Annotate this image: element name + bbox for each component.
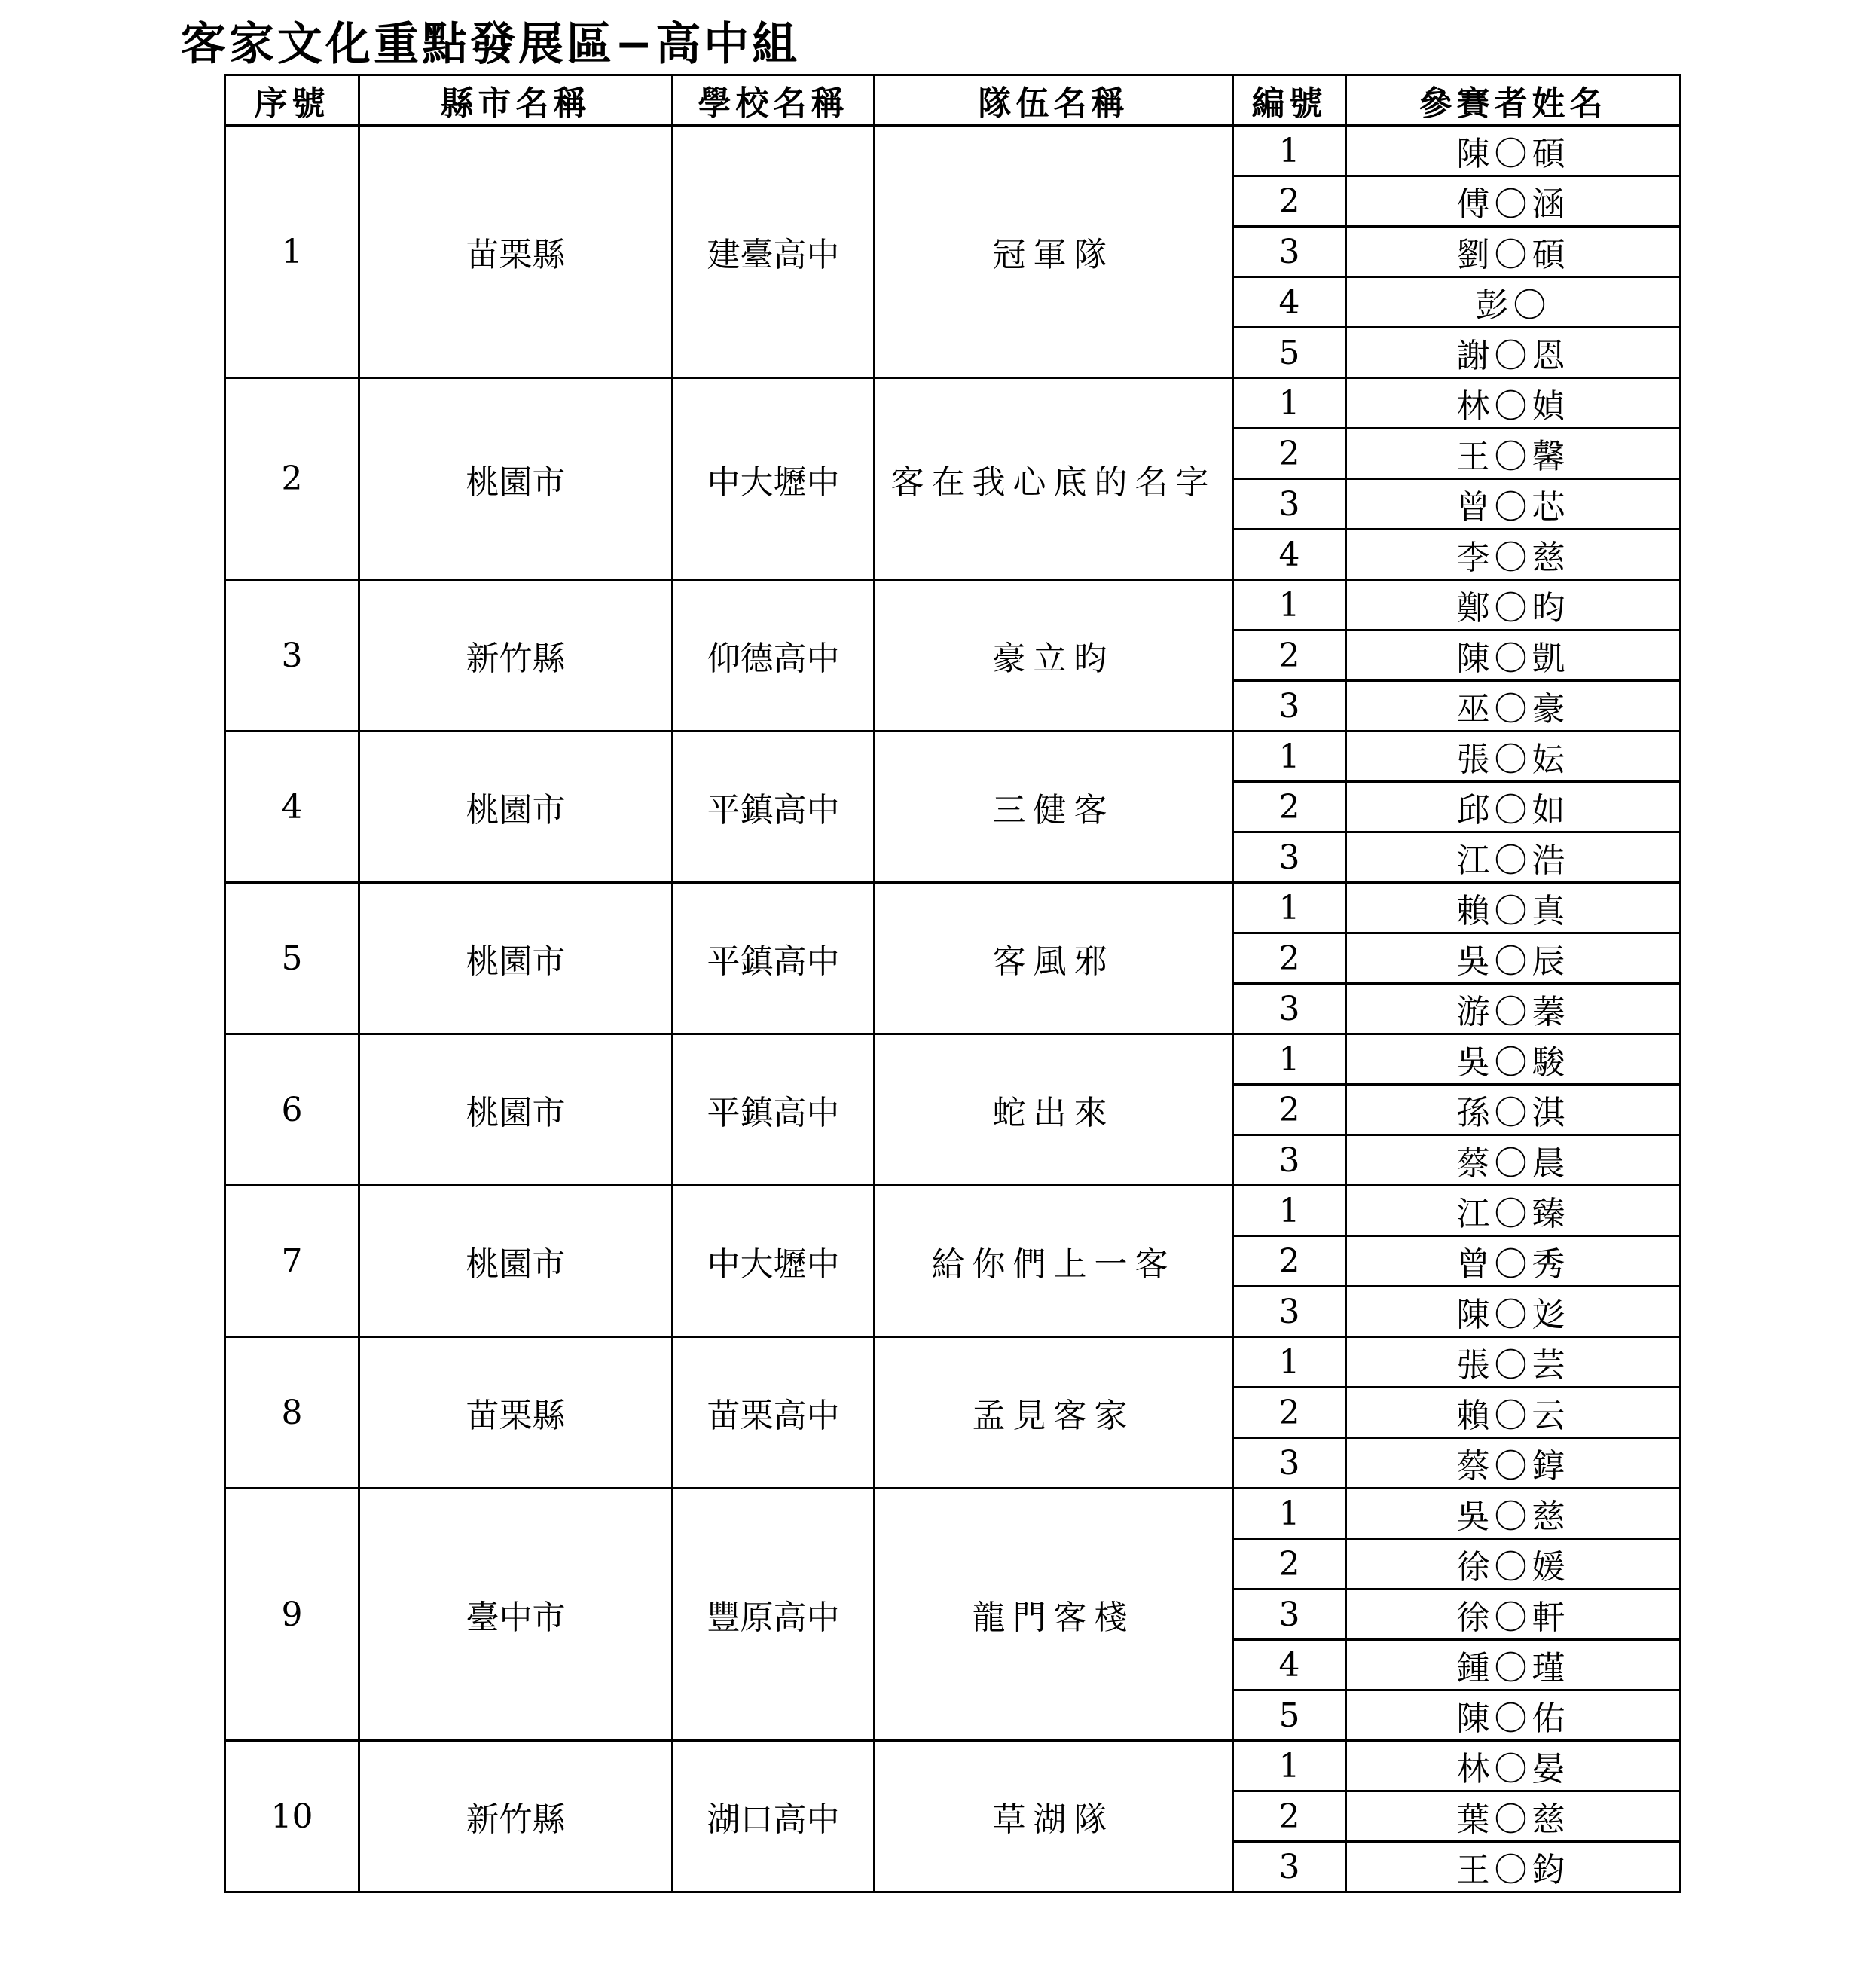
member-name: 徐〇軒 <box>1346 1589 1681 1640</box>
member-number: 2 <box>1233 1539 1346 1589</box>
member-name: 王〇鈞 <box>1346 1842 1681 1892</box>
table-header <box>225 75 1681 126</box>
member-name: 曾〇芯 <box>1346 479 1681 530</box>
member-number: 1 <box>1233 1034 1346 1085</box>
member-name: 林〇媜 <box>1346 378 1681 429</box>
member-name: 徐〇媛 <box>1346 1539 1681 1589</box>
member-number: 3 <box>1233 681 1346 731</box>
team-seq: 9 <box>225 1489 359 1741</box>
member-name: 陳〇凱 <box>1346 631 1681 681</box>
member-name: 李〇慈 <box>1346 530 1681 580</box>
team-seq: 8 <box>225 1337 359 1489</box>
team-name: 客在我心底的名字 <box>875 378 1233 580</box>
member-number: 1 <box>1233 1741 1346 1791</box>
header-names: 參賽者姓名 <box>1346 75 1681 126</box>
member-name: 邱〇如 <box>1346 782 1681 832</box>
team-county: 桃園市 <box>359 1034 673 1186</box>
member-name: 王〇馨 <box>1346 429 1681 479</box>
team-county: 臺中市 <box>359 1489 673 1741</box>
member-number: 2 <box>1233 1791 1346 1842</box>
member-name: 巫〇豪 <box>1346 681 1681 731</box>
member-name: 張〇芸 <box>1346 1337 1681 1388</box>
page-title: 客家文化重點發展區−高中組 <box>181 18 801 71</box>
team-county: 桃園市 <box>359 883 673 1034</box>
table-row <box>225 1186 1681 1236</box>
member-number: 2 <box>1233 1236 1346 1287</box>
member-number: 1 <box>1233 731 1346 782</box>
member-name: 曾〇秀 <box>1346 1236 1681 1287</box>
team-seq: 6 <box>225 1034 359 1186</box>
team-school: 豐原高中 <box>673 1489 875 1741</box>
member-number: 4 <box>1233 1640 1346 1690</box>
roster-table <box>224 74 1681 1893</box>
team-school: 苗栗高中 <box>673 1337 875 1489</box>
member-number: 2 <box>1233 782 1346 832</box>
member-name: 江〇浩 <box>1346 832 1681 883</box>
member-number: 1 <box>1233 1337 1346 1388</box>
table-row <box>225 883 1681 933</box>
member-name: 吳〇辰 <box>1346 933 1681 984</box>
member-number: 1 <box>1233 580 1346 631</box>
member-number: 4 <box>1233 530 1346 580</box>
member-number: 1 <box>1233 126 1346 176</box>
team-county: 新竹縣 <box>359 1741 673 1892</box>
member-number: 2 <box>1233 1085 1346 1135</box>
team-school: 平鎮高中 <box>673 883 875 1034</box>
table-row <box>225 1034 1681 1085</box>
table-row <box>225 1489 1681 1539</box>
member-number: 3 <box>1233 832 1346 883</box>
header-no: 編號 <box>1233 75 1346 126</box>
header-school: 學校名稱 <box>673 75 875 126</box>
member-name: 彭〇 <box>1346 277 1681 328</box>
team-name: 孟見客家 <box>875 1337 1233 1489</box>
team-school: 仰德高中 <box>673 580 875 731</box>
member-number: 3 <box>1233 227 1346 277</box>
team-name: 龍門客棧 <box>875 1489 1233 1741</box>
member-number: 1 <box>1233 1186 1346 1236</box>
member-number: 4 <box>1233 277 1346 328</box>
header-team: 隊伍名稱 <box>875 75 1233 126</box>
team-seq: 1 <box>225 126 359 378</box>
team-school: 平鎮高中 <box>673 1034 875 1186</box>
header-county: 縣市名稱 <box>359 75 673 126</box>
table-row <box>225 580 1681 631</box>
team-seq: 4 <box>225 731 359 883</box>
member-name: 賴〇云 <box>1346 1388 1681 1438</box>
member-name: 孫〇淇 <box>1346 1085 1681 1135</box>
member-number: 3 <box>1233 479 1346 530</box>
team-name: 冠軍隊 <box>875 126 1233 378</box>
member-name: 陳〇碩 <box>1346 126 1681 176</box>
team-school: 平鎮高中 <box>673 731 875 883</box>
member-name: 江〇臻 <box>1346 1186 1681 1236</box>
team-seq: 10 <box>225 1741 359 1892</box>
member-number: 5 <box>1233 328 1346 378</box>
table-row <box>225 731 1681 782</box>
team-seq: 5 <box>225 883 359 1034</box>
team-name: 豪立昀 <box>875 580 1233 731</box>
team-seq: 2 <box>225 378 359 580</box>
member-name: 劉〇碩 <box>1346 227 1681 277</box>
member-number: 3 <box>1233 984 1346 1034</box>
member-name: 陳〇彣 <box>1346 1287 1681 1337</box>
member-name: 傅〇涵 <box>1346 176 1681 227</box>
member-number: 3 <box>1233 1438 1346 1489</box>
member-number: 2 <box>1233 176 1346 227</box>
table-body <box>225 126 1681 1892</box>
member-number: 1 <box>1233 378 1346 429</box>
team-county: 苗栗縣 <box>359 126 673 378</box>
member-number: 3 <box>1233 1135 1346 1186</box>
member-number: 3 <box>1233 1589 1346 1640</box>
member-name: 鄭〇昀 <box>1346 580 1681 631</box>
member-name: 賴〇真 <box>1346 883 1681 933</box>
team-name: 蛇出來 <box>875 1034 1233 1186</box>
member-name: 張〇妘 <box>1346 731 1681 782</box>
member-name: 陳〇佑 <box>1346 1690 1681 1741</box>
member-name: 吳〇駿 <box>1346 1034 1681 1085</box>
table-row <box>225 126 1681 176</box>
table-row <box>225 378 1681 429</box>
member-name: 游〇蓁 <box>1346 984 1681 1034</box>
team-school: 中大壢中 <box>673 1186 875 1337</box>
team-name: 客風邪 <box>875 883 1233 1034</box>
member-number: 2 <box>1233 429 1346 479</box>
member-name: 蔡〇錞 <box>1346 1438 1681 1489</box>
table-row <box>225 1337 1681 1388</box>
member-number: 5 <box>1233 1690 1346 1741</box>
member-name: 吳〇慈 <box>1346 1489 1681 1539</box>
team-seq: 7 <box>225 1186 359 1337</box>
team-county: 桃園市 <box>359 1186 673 1337</box>
team-county: 桃園市 <box>359 378 673 580</box>
member-number: 3 <box>1233 1287 1346 1337</box>
member-name: 蔡〇晨 <box>1346 1135 1681 1186</box>
member-number: 1 <box>1233 1489 1346 1539</box>
team-county: 新竹縣 <box>359 580 673 731</box>
team-name: 草湖隊 <box>875 1741 1233 1892</box>
member-number: 2 <box>1233 631 1346 681</box>
team-county: 苗栗縣 <box>359 1337 673 1489</box>
team-name: 三健客 <box>875 731 1233 883</box>
team-county: 桃園市 <box>359 731 673 883</box>
member-number: 1 <box>1233 883 1346 933</box>
table-row <box>225 1741 1681 1791</box>
team-name: 給你們上一客 <box>875 1186 1233 1337</box>
team-seq: 3 <box>225 580 359 731</box>
team-school: 中大壢中 <box>673 378 875 580</box>
team-school: 湖口高中 <box>673 1741 875 1892</box>
header-row <box>225 75 1681 126</box>
member-name: 鍾〇瑾 <box>1346 1640 1681 1690</box>
member-name: 葉〇慈 <box>1346 1791 1681 1842</box>
member-name: 謝〇恩 <box>1346 328 1681 378</box>
member-number: 2 <box>1233 1388 1346 1438</box>
member-number: 2 <box>1233 933 1346 984</box>
member-name: 林〇晏 <box>1346 1741 1681 1791</box>
team-school: 建臺高中 <box>673 126 875 378</box>
member-number: 3 <box>1233 1842 1346 1892</box>
header-seq: 序號 <box>225 75 359 126</box>
